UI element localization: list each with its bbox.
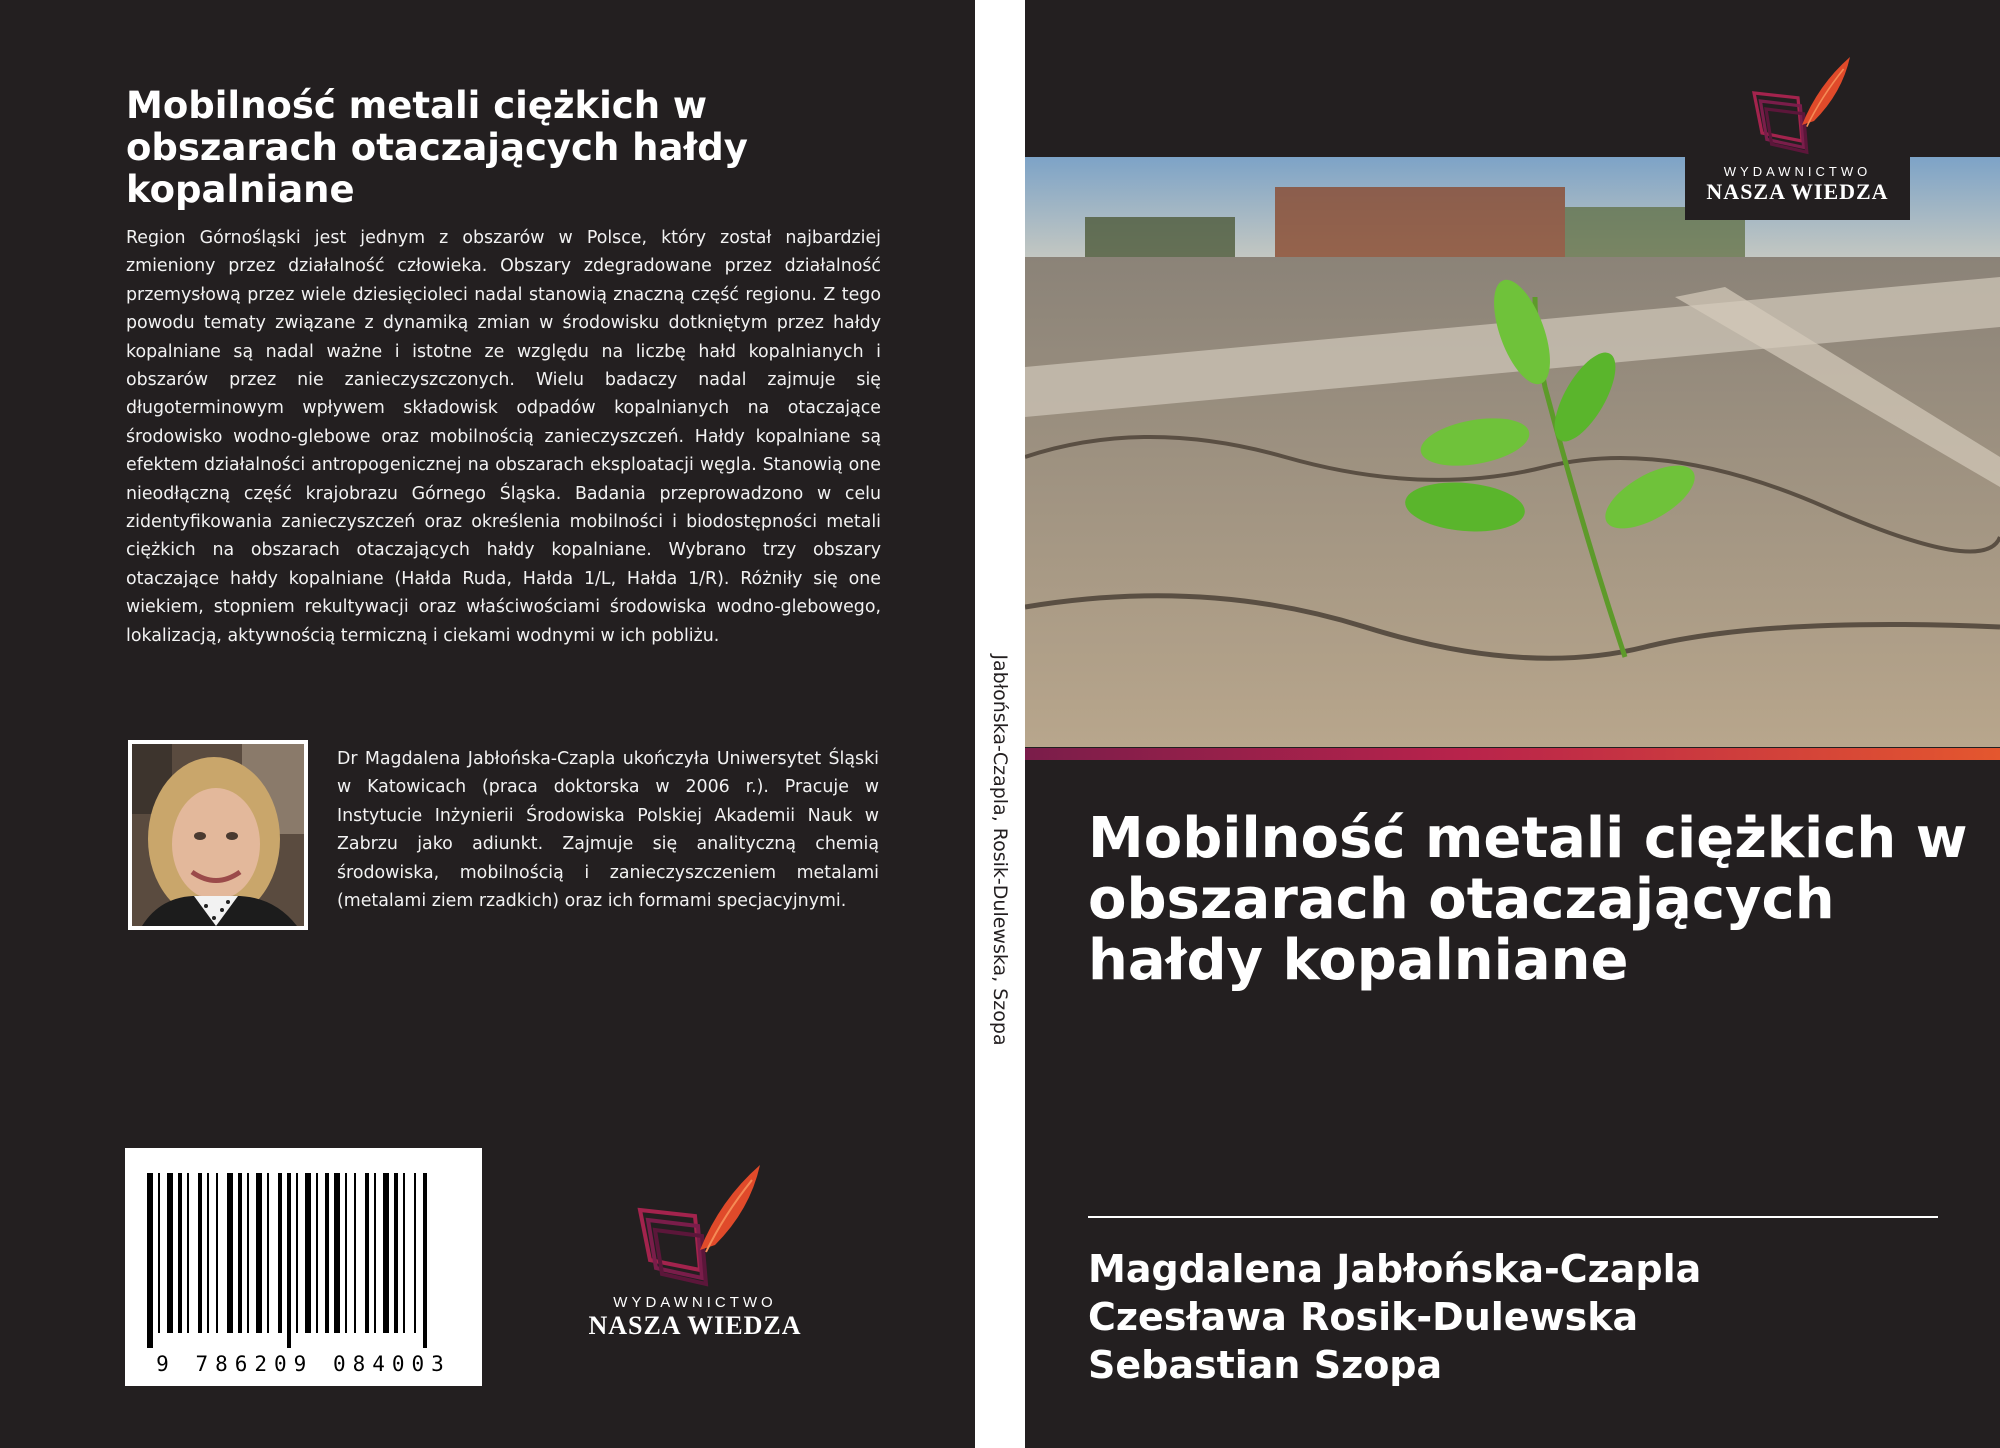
front-cover [1025, 0, 2000, 1448]
barcode-icon [125, 1148, 482, 1386]
isbn-digits: 9 786209 084003 [156, 1352, 451, 1376]
author-name: Czesława Rosik-Dulewska [1088, 1295, 1639, 1339]
back-publisher-big: NASZA WIEDZA [588, 1311, 802, 1340]
accent-stripe [1025, 748, 2000, 760]
front-publisher-logo [1685, 40, 1910, 220]
front-publisher-small: WYDAWNICTWO [1723, 164, 1872, 179]
author-name: Sebastian Szopa [1088, 1343, 1443, 1387]
spine [975, 0, 1025, 1448]
front-title: Mobilność metali ciężkich w obszarach otaczających hałdy kopalniane [1088, 806, 1968, 993]
title-divider [1088, 1216, 1938, 1218]
back-cover [0, 0, 975, 1448]
front-cover-photo [1025, 157, 2000, 747]
front-authors [1088, 1245, 1968, 1389]
author-photo [128, 740, 308, 930]
back-title: Mobilność metali ciężkich w obszarach otaczających hałdy kopalniane [126, 84, 748, 211]
sprout-in-asphalt-image [1025, 157, 2000, 747]
front-publisher-big: NASZA WIEDZA [1706, 179, 1889, 204]
book-and-quill-icon [620, 1160, 770, 1290]
back-publisher-small: WYDAWNICTWO [613, 1294, 777, 1311]
back-publisher-logo [565, 1160, 825, 1341]
book-and-quill-icon [1738, 50, 1858, 160]
isbn-barcode [125, 1148, 482, 1386]
author-name: Magdalena Jabłońska-Czapla [1088, 1247, 1702, 1291]
author-portrait-image [132, 744, 304, 926]
back-blurb: Region Górnośląski jest jednym z obszarów w Polsce, który został najbardziej zmieniony przez działalność człowieka. Obszary zdegradowane przez działalność przemysłową przez wiele dziesięcioleci nadal stanowią znaczną część regionu. Z tego powodu tematy związane z dynamiką zmian w środowisku dotkniętym przez hałdy kopalniane są nadal ważne i istotne ze względu na liczbę hałd kopalnianych i obszarów przez nie zanieczyszczonych. Wielu badaczy nadal zajmuje się długoterminowym wpływem składowisk odpadów kopalnianych na otaczające środowisko wodno-glebowe oraz mobilnością zanieczyszczeń. Hałdy kopalniane są efektem działalności antropogenicznej na obszarach eksploatacji węgla. Stanowią one nieodłączną część krajobrazu Górnego Śląska. Badania przeprowadzono w celu zidentyfikowania zanieczyszczeń oraz określenia mobilności i biodostępności metali ciężkich na obszarach otaczających hałdy kopalniane. Wybrano trzy obszary otaczające hałdy kopalniane (Hałda Ruda, Hałda 1/L, Hałda 1/R). Różniły się one wiekiem, stopniem rekultywacji oraz właściwościami środowiska wodno-glebowego, lokalizacją, aktywnością termiczną i ciekami wodnymi w ich pobliżu. [126, 228, 881, 646]
spine-authors: Jabłońska-Czapla, Rosik-Dulewska, Szopa [989, 654, 1011, 1046]
author-bio: Dr Magdalena Jabłońska-Czapla ukończyła Uniwersytet Śląski w Katowicach (praca doktorska w 2006 r.). Pracuje w Instytucie Inżynierii Środowiska Polskiej Akademii Nauk w Zabrzu jako adiunkt. Zajmuje się analityczną chemią środowiska, mobilnością i zanieczyszczeniem metalami (metalami ziem rzadkich) oraz ich formami specjacyjnymi. [337, 749, 879, 912]
